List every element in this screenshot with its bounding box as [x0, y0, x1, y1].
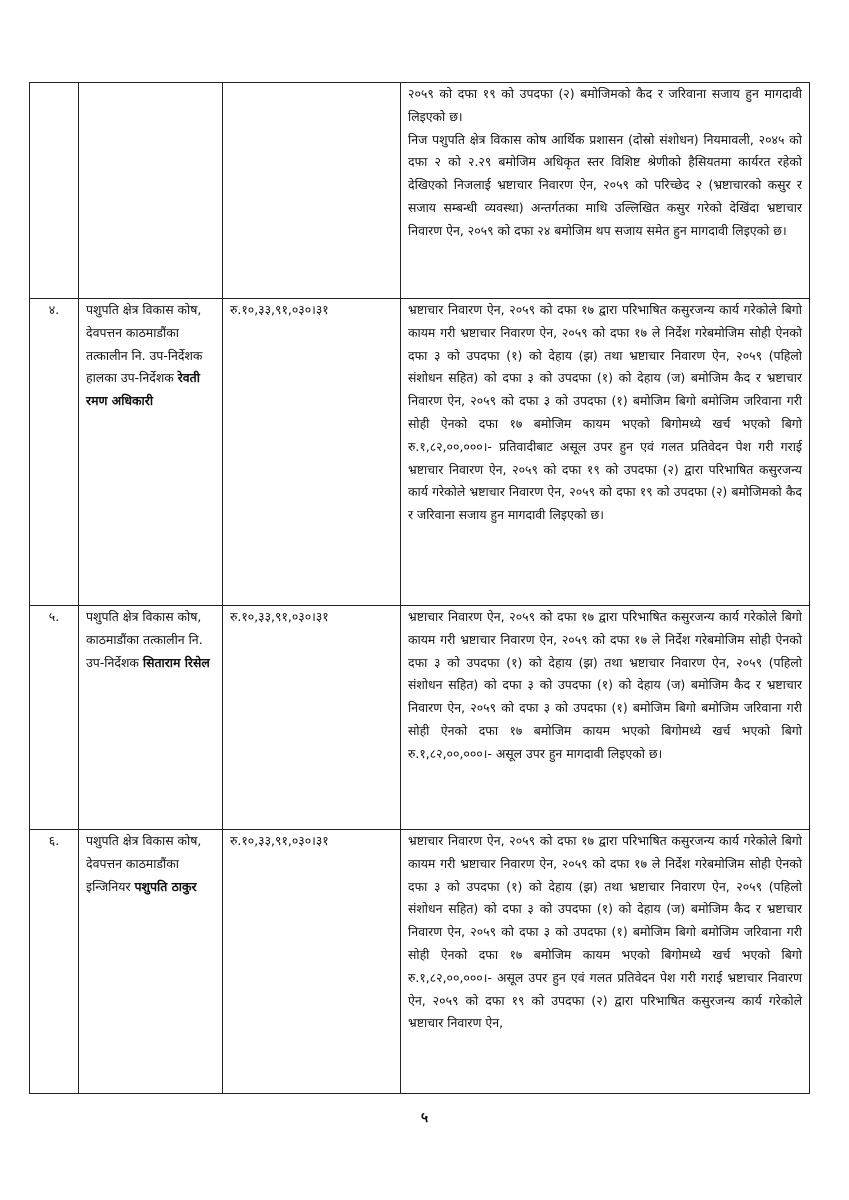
accused-cell [79, 830, 223, 1094]
table-row [30, 83, 810, 299]
charge-paragraph: निज पशुपति क्षेत्र विकास कोष आर्थिक प्रशासन (दोस्रो संशोधन) नियमावली, २०४५ को दफा २ को २.२९ बमोजिम अधिकृत स्तर विशिष्ट श्रेणीको हैसियतमा कार्यरत रहेको देखिएको निजलाई भ्रष्टाचार निवारण ऐन, २०५९ को परिच्छेद २ (भ्रष्टाचारको कसुर र सजाय सम्बन्धी व्यवस्था) अन्तर्गतका माथि उल्लिखित कसुर गरेको देखिंदा भ्रष्टाचार निवारण ऐन, २०५९ को दफा २४ बमोजिम थप सजाय समेत हुन मागदावी लिइएको छ। [408, 131, 802, 238]
table-row [30, 299, 810, 606]
accused-name: रेवती रमण अधिकारी [86, 370, 200, 409]
serial-number-cell: ६. [30, 830, 79, 1094]
table-row [30, 606, 810, 830]
charge-description-cell [401, 299, 810, 606]
page-number: ५ [420, 1110, 429, 1126]
accused-name: सिताराम रिसेल [142, 654, 210, 670]
serial-number-cell: ४. [30, 299, 79, 606]
charge-description-cell [401, 606, 810, 830]
accused-description: पशुपति क्षेत्र विकास कोष, देवपत्तन काठमाडौंका इन्जिनियर [86, 833, 202, 894]
charge-paragraph: भ्रष्टाचार निवारण ऐन, २०५९ को दफा १७ द्वारा परिभाषित कसुरजन्य कार्य गरेकोले बिगो कायम गरी भ्रष्टाचार निवारण ऐन, २०५९ को दफा १७ ले निर्देश गरेबमोजिम सोही ऐनको दफा ३ को उपदफा (१) को देहाय (झ) तथा भ्रष्टाचार निवारण ऐन, २०५९ (पहिलो संशोधन सहित) को दफा ३ को उपदफा (१) को देहाय (ज) बमोजिम कैद र भ्रष्टाचार निवारण ऐन, २०५९ को दफा ३ को उपदफा (१) बमोजिम बिगो बमोजिम जरिवाना गरी सोही ऐनको दफा १७ बमोजिम कायम भएको बिगोमध्ये खर्च भएको बिगो रु.१,८२,००,०००।- प्रतिवादीबाट असूल उपर हुन एवं गलत प्रतिवेदन पेश गरी गराई भ्रष्टाचार निवारण ऐन, २०५९ को दफा १९ को उपदफा (२) द्वारा परिभाषित कसुरजन्य कार्य गरेकोले भ्रष्टाचार निवारण ऐन, २०५९ को दफा १९ को उपदफा (२) बमोजिमको कैद र जरिवाना सजाय हुन मागदावी लिइएको छ। [408, 302, 802, 523]
accused-description: पशुपति क्षेत्र विकास कोष, काठमाडौंका तत्कालीन नि. उप-निर्देशक [86, 609, 203, 670]
accused-cell [79, 606, 223, 830]
charge-paragraph: भ्रष्टाचार निवारण ऐन, २०५९ को दफा १७ द्वारा परिभाषित कसुरजन्य कार्य गरेकोले बिगो कायम गरी भ्रष्टाचार निवारण ऐन, २०५९ को दफा १७ ले निर्देश गरेबमोजिम सोही ऐनको दफा ३ को उपदफा (१) को देहाय (झ) तथा भ्रष्टाचार निवारण ऐन, २०५९ (पहिलो संशोधन सहित) को दफा ३ को उपदफा (१) को देहाय (ज) बमोजिम कैद र भ्रष्टाचार निवारण ऐन, २०५९ को दफा ३ को उपदफा (१) बमोजिम बिगो बमोजिम जरिवाना गरी सोही ऐनको दफा १७ बमोजिम कायम भएको बिगोमध्ये खर्च भएको बिगो रु.१,८२,००,०००।- असूल उपर हुन एवं गलत प्रतिवेदन पेश गरी गराई भ्रष्टाचार निवारण ऐन, २०५९ को दफा १९ को उपदफा (२) द्वारा परिभाषित कसुरजन्य कार्य गरेकोले भ्रष्टाचार निवारण ऐन, [408, 833, 802, 1031]
accused-name: पशुपति ठाकुर [134, 878, 197, 894]
charge-paragraph: २०५९ को दफा १९ को उपदफा (२) बमोजिमको कैद र जरिवाना सजाय हुन मागदावी लिइएको छ। [408, 86, 802, 124]
charge-description-cell [401, 83, 810, 299]
serial-number-cell: ५. [30, 606, 79, 830]
accused-cell [79, 299, 223, 606]
amount-cell: रु.१०,३३,९१,०३०।३१ [223, 299, 401, 606]
charges-table [29, 82, 810, 1094]
amount-cell: रु.१०,३३,९१,०३०।३१ [223, 606, 401, 830]
accused-description: पशुपति क्षेत्र विकास कोष, देवपत्तन काठमाडौंका तत्कालीन नि. उप-निर्देशक हालका उप-निर्देशक [86, 302, 203, 386]
table-row [30, 830, 810, 1094]
charge-paragraph: भ्रष्टाचार निवारण ऐन, २०५९ को दफा १७ द्वारा परिभाषित कसुरजन्य कार्य गरेकोले बिगो कायम गरी भ्रष्टाचार निवारण ऐन, २०५९ को दफा १७ ले निर्देश गरेबमोजिम सोही ऐनको दफा ३ को उपदफा (१) को देहाय (झ) तथा भ्रष्टाचार निवारण ऐन, २०५९ (पहिलो संशोधन सहित) को दफा ३ को उपदफा (१) को देहाय (ज) बमोजिम कैद र भ्रष्टाचार निवारण ऐन, २०५९ को दफा ३ को उपदफा (१) बमोजिम बिगो बमोजिम जरिवाना गरी सोही ऐनको दफा १७ बमोजिम कायम भएको बिगोमध्ये खर्च भएको बिगो रु.१,८२,००,०००।- असूल उपर हुन मागदावी लिइएको छ। [408, 609, 802, 761]
serial-number-cell [30, 83, 79, 299]
amount-cell: रु.१०,३३,९१,०३०।३१ [223, 830, 401, 1094]
amount-cell [223, 83, 401, 299]
charge-description-cell [401, 830, 810, 1094]
accused-cell [79, 83, 223, 299]
